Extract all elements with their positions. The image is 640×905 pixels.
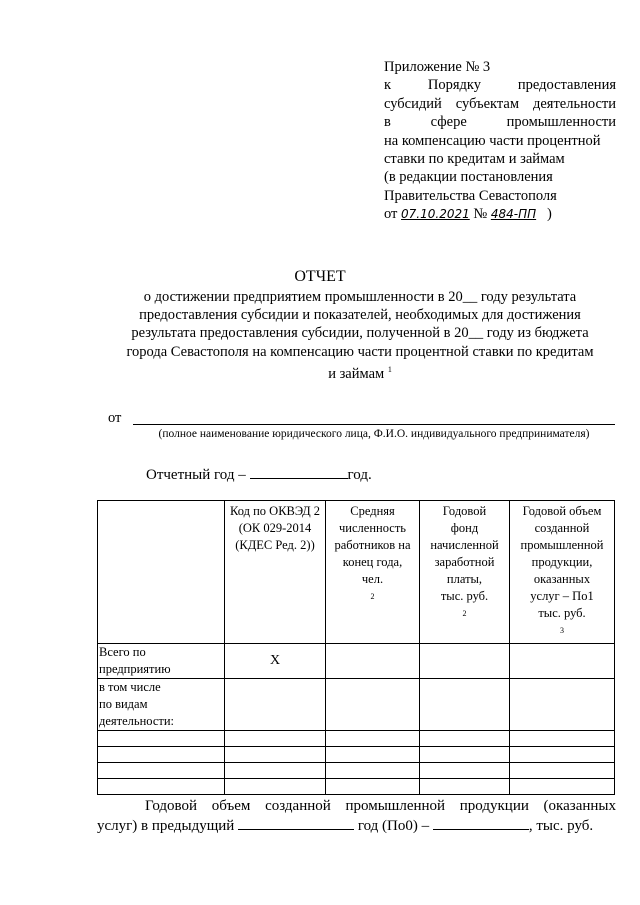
table-cell[interactable]: [225, 779, 326, 795]
year-field[interactable]: [250, 466, 348, 479]
table-cell[interactable]: [326, 747, 420, 763]
from-field[interactable]: [133, 424, 615, 425]
header-workers: [326, 501, 420, 644]
table-cell[interactable]: [225, 731, 326, 747]
okved-cell: Х: [225, 644, 326, 679]
report-desc-line: о достижении предприятием промышленности в 20__ году результата: [143, 289, 577, 305]
previous-year-volume: [97, 796, 616, 836]
header-text: Код по ОКВЭД 2: [230, 504, 320, 518]
table-cell[interactable]: [225, 747, 326, 763]
year-prefix: Отчетный год –: [146, 467, 246, 483]
table-cell[interactable]: [98, 779, 225, 795]
header-text: начисленной: [430, 538, 499, 552]
footnote-ref: 2: [370, 592, 375, 601]
header-empty: [98, 501, 225, 644]
header-text: численность: [339, 521, 406, 535]
table-cell[interactable]: [326, 763, 420, 779]
year-suffix: год.: [347, 467, 372, 483]
table-cell[interactable]: [420, 747, 510, 763]
row-label-text: предприятию: [99, 662, 171, 677]
header-text: фонд: [450, 521, 479, 535]
table-cell[interactable]: [510, 763, 615, 779]
annex-date-line: [384, 205, 616, 223]
footnote-ref: 1: [387, 364, 392, 374]
table-cell[interactable]: [510, 731, 615, 747]
table-cell[interactable]: [225, 679, 326, 731]
annex-line: в сфере промышленности: [384, 114, 616, 131]
report-description: [110, 288, 610, 383]
row-label-text: в том числе: [99, 680, 161, 695]
final-line: [97, 816, 616, 836]
annex-line: субсидий субъектам деятельности: [384, 95, 616, 112]
table-row: [98, 779, 615, 795]
annex-line: к Порядку предоставления: [384, 77, 616, 94]
annex-number: 484-ПП: [490, 207, 537, 222]
report-desc-line: города Севастополя на компенсацию части процентной ставки по кредитам: [126, 343, 594, 360]
header-text: (ОК 029-2014: [238, 521, 312, 535]
header-text: (КДЕС Ред. 2)): [235, 538, 315, 552]
table-cell[interactable]: [420, 731, 510, 747]
table-cell[interactable]: [98, 731, 225, 747]
table-cell[interactable]: [420, 679, 510, 731]
row-label-total: [98, 644, 225, 679]
table-cell[interactable]: [225, 763, 326, 779]
header-volume: [510, 501, 615, 644]
footnote-ref: 3: [560, 626, 564, 635]
report-desc-line: и займам: [328, 365, 385, 382]
annex-line: (в редакции постановления: [384, 169, 553, 186]
header-text: платы,: [446, 572, 483, 586]
table-cell[interactable]: [326, 779, 420, 795]
table-row: [98, 644, 615, 679]
header-text: конец года,: [342, 555, 403, 569]
row-label-including: [98, 679, 225, 731]
table-cell[interactable]: [510, 644, 615, 679]
header-text: промышленной: [520, 538, 604, 552]
table-row: [98, 679, 615, 731]
table-row: [98, 731, 615, 747]
annex-close: ): [547, 206, 552, 223]
row-label-text: деятельности:: [99, 714, 175, 729]
reporting-year-row: [146, 466, 372, 484]
header-payroll: [420, 501, 510, 644]
table-cell[interactable]: [326, 731, 420, 747]
from-label: от: [108, 410, 122, 426]
final-text: услуг) в предыдущий: [97, 818, 235, 834]
header-okved: [225, 501, 326, 644]
table-cell[interactable]: [420, 763, 510, 779]
annex-line: ставки по кредитам и займам: [384, 151, 565, 168]
previous-volume-field[interactable]: [433, 817, 529, 830]
table-cell[interactable]: [98, 747, 225, 763]
final-text: , тыс. руб.: [528, 818, 594, 834]
annex-block: [384, 58, 616, 224]
table-cell[interactable]: [420, 644, 510, 679]
header-text: Годовой объем: [522, 504, 602, 518]
header-text: чел.: [361, 572, 384, 586]
header-text: услуг – По1: [530, 589, 594, 603]
annex-line: на компенсацию части процентной: [384, 132, 601, 149]
report-title: ОТЧЕТ: [294, 268, 346, 285]
annex-from: от: [384, 206, 398, 223]
header-text: продукции,: [531, 555, 593, 569]
row-label-text: по видам: [99, 697, 148, 712]
final-text: год (По0) –: [357, 818, 430, 834]
table-cell[interactable]: [510, 779, 615, 795]
header-text: тыс. руб.: [538, 606, 586, 620]
header-text: созданной: [534, 521, 590, 535]
header-text: Средняя: [350, 504, 395, 518]
report-table: [97, 500, 615, 795]
row-label-text: Всего по: [99, 645, 146, 660]
header-text: тыс. руб.: [440, 589, 489, 603]
table-cell[interactable]: [510, 747, 615, 763]
table-cell[interactable]: [510, 679, 615, 731]
table-cell[interactable]: [326, 679, 420, 731]
report-desc-line: результата предоставления субсидии, полученной в 20__ году из бюджета: [131, 325, 589, 342]
header-text: оказанных: [533, 572, 591, 586]
table-cell[interactable]: [326, 644, 420, 679]
annex-line: Приложение № 3: [384, 59, 491, 75]
table-row: [98, 763, 615, 779]
annex-line: Правительства Севастополя: [384, 187, 557, 204]
table-cell[interactable]: [420, 779, 510, 795]
annex-date: 07.10.2021: [401, 207, 470, 222]
from-caption: (полное наименование юридического лица, Ф.И.О. индивидуального предпринимателя): [158, 428, 590, 440]
previous-year-field[interactable]: [238, 817, 354, 830]
report-desc-line: предоставления субсидии и показателей, необходимых для достижения: [139, 307, 581, 324]
final-line: Годовой объем созданной промышленной продукции (оказанных: [145, 798, 616, 814]
footnote-ref: 2: [462, 609, 467, 618]
header-text: заработной: [434, 555, 495, 569]
table-cell[interactable]: [98, 763, 225, 779]
header-text: Годовой: [442, 504, 487, 518]
table-row: [98, 747, 615, 763]
header-text: работников на: [334, 538, 411, 552]
annex-number-sign: №: [473, 206, 488, 223]
